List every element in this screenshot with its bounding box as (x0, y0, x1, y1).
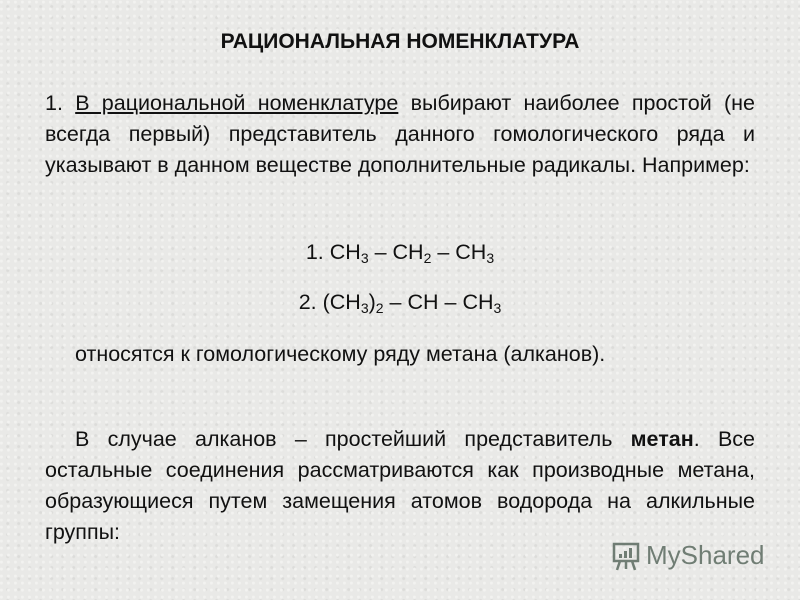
formula-2: 2. $(CH_3)_2$ – CH – $CH_3$ (298, 290, 502, 316)
paragraph-homolog: относятся к гомологическому ряду метана (алканов). (75, 342, 606, 366)
intro-text: выбирают наиболее простой (не всегда первый) представитель данного гомологического ряда и указывают в данном веществе дополнительные радикалы. Например: (45, 91, 755, 177)
item-number: 1. (45, 91, 76, 115)
paragraph-alkanes: В случае алканов – простейший представитель метан. Все остальные соединения рассматриваются как производные метана, образующиеся путем замещения атомов водорода на алкильные группы: (45, 427, 755, 544)
formula-1: 1. $CH_3 - CH_2 - CH_3$ (305, 240, 495, 266)
bold-term: метан (630, 427, 694, 451)
slide-title: РАЦИОНАЛЬНАЯ НОМЕНКЛАТУРА (220, 30, 580, 53)
presentation-board-icon (612, 541, 640, 571)
paragraph-intro (45, 88, 755, 181)
underlined-term: В рациональной номенклатуре (75, 91, 399, 115)
watermark: MyShared (612, 540, 765, 571)
